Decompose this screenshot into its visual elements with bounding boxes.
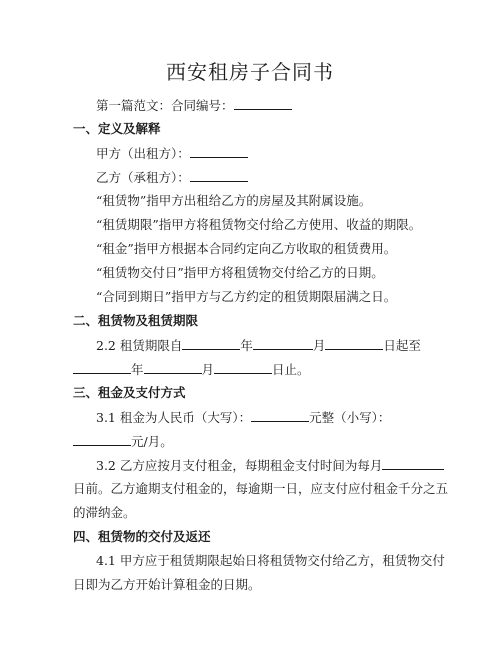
party-b-label: 乙方（承租方）：	[96, 170, 190, 185]
party-a-line	[96, 144, 456, 163]
party-b-blank	[190, 168, 248, 182]
clause-3-2-line-2: 日前。乙方逾期支付租金的，每逾期一日，应支付应付租金千分之五	[73, 481, 449, 496]
definition-delivery-date: “租赁物交付日”指甲方将租赁物交付给乙方的日期。	[96, 265, 384, 280]
section-heading-lease-term: 二、租赁物及租赁期限	[73, 313, 199, 328]
definition-rent: “租金”指甲方根据本合同约定向乙方收取的租赁费用。	[96, 241, 397, 256]
clause-4-1-line-2: 日即为乙方开始计算租金的日期。	[73, 577, 261, 592]
clause-3-1-line-1	[96, 408, 456, 427]
party-b-line	[96, 168, 456, 187]
day-end-label: 日止。	[272, 362, 310, 377]
section-heading-definitions: 一、定义及解释	[73, 121, 161, 136]
clause-2-2-line-2	[73, 360, 433, 379]
start-year-blank	[182, 336, 240, 350]
clause-3-1-line-2	[73, 432, 433, 451]
end-month-label: 月	[201, 362, 215, 377]
document-title: 西安租房子合同书	[166, 60, 334, 84]
definition-lease-term: “租赁期限”指甲方将租赁物交付给乙方使用、收益的期限。	[96, 217, 422, 232]
clause-3-1-mid: 元整（小写）：	[309, 410, 391, 425]
end-day-blank	[214, 360, 272, 374]
end-month-blank	[144, 360, 202, 374]
end-year-blank	[73, 360, 131, 374]
section-heading-delivery-return: 四、租赁物的交付及返还	[73, 529, 211, 544]
contract-number-blank	[234, 96, 292, 110]
day-from-label: 日起至	[383, 338, 421, 353]
clause-2-2-line-1	[96, 336, 456, 355]
month-label: 月	[312, 338, 326, 353]
payment-day-blank	[382, 456, 444, 470]
section-heading-rent-payment: 三、租金及支付方式	[73, 385, 186, 400]
rent-uppercase-blank	[251, 408, 309, 422]
end-year-label: 年	[131, 362, 144, 377]
contract-number-label: 第一篇范文：合同编号：	[96, 98, 234, 113]
year-label: 年	[240, 338, 253, 353]
rent-unit: 元/月。	[131, 434, 173, 449]
rent-lowercase-blank	[73, 432, 131, 446]
definition-expiry-date: “合同到期日”指甲方与乙方约定的租赁期限届满之日。	[96, 289, 397, 304]
clause-2-2-prefix: 2.2 租赁期限自	[96, 338, 183, 353]
start-day-blank	[325, 336, 383, 350]
clause-3-2-text-1: 3.2 乙方应按月支付租金，每期租金支付时间为每月	[96, 458, 383, 473]
start-month-blank	[253, 336, 313, 350]
party-a-label: 甲方（出租方）：	[96, 146, 190, 161]
definition-leased-property: “租赁物”指甲方出租给乙方的房屋及其附属设施。	[96, 193, 372, 208]
party-a-blank	[190, 144, 248, 158]
clause-4-1-line-1: 4.1 甲方应于租赁期限起始日将租赁物交付给乙方，租赁物交付	[96, 553, 445, 568]
contract-number-line	[96, 96, 456, 115]
clause-3-2-line-1	[96, 456, 456, 475]
clause-3-1-prefix: 3.1 租金为人民币（大写）：	[96, 410, 252, 425]
clause-3-2-line-3: 的滞纳金。	[73, 505, 136, 520]
